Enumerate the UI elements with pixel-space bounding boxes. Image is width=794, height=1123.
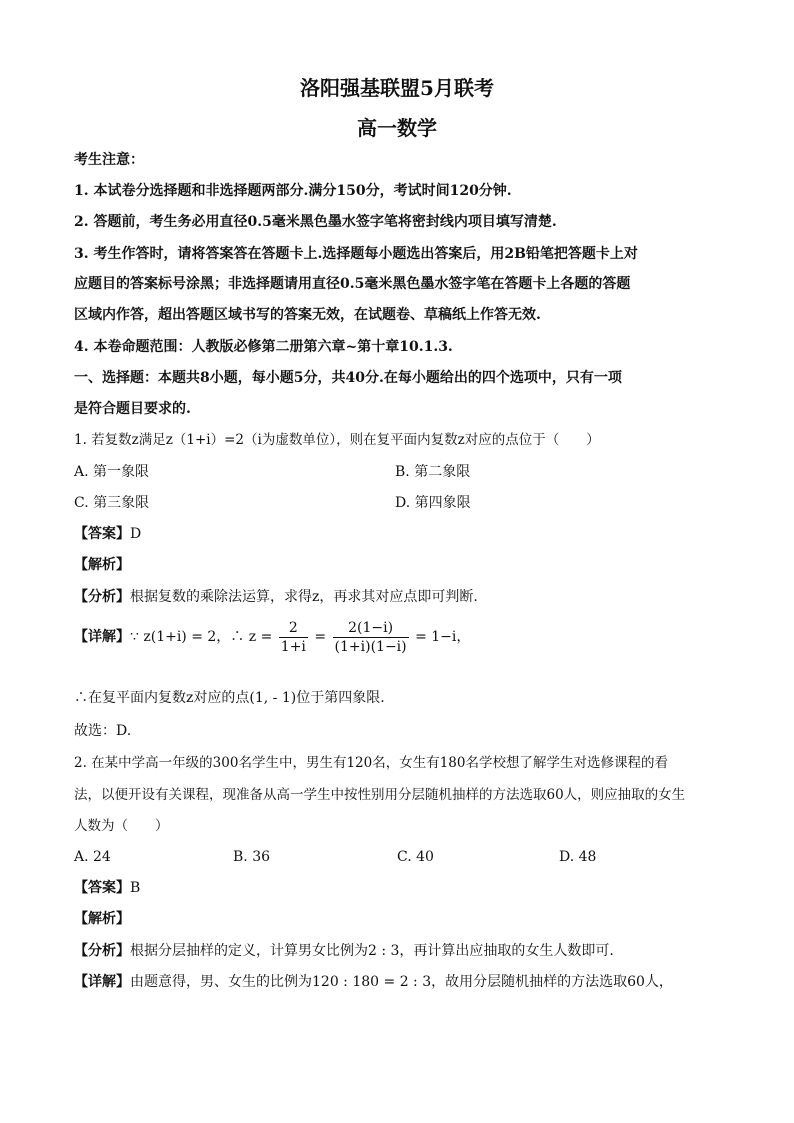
q1-fraction-2-den: (1+i)(1−i) xyxy=(334,638,407,655)
q1-detail-pre: ∵ z(1+i) = 2，∴ z = xyxy=(130,629,273,645)
q1-detail-label: 【详解】 xyxy=(74,629,130,645)
notice-item-1: 1. 本试卷分选择题和非选择题两部分.满分150分，考试时间120分钟. xyxy=(74,183,512,199)
q1-option-b: B. 第二象限 xyxy=(395,464,471,480)
q1-detail-post: = 1−i， xyxy=(415,629,471,645)
q2-option-d: D. 48 xyxy=(559,849,597,865)
exam-subject: 高一数学 xyxy=(357,116,437,140)
q1-analysis-label: 【解析】 xyxy=(74,557,130,573)
q1-fraction-2-num: 2(1−i) xyxy=(333,619,409,638)
q2-answer-label: 【答案】 xyxy=(74,880,130,896)
exam-title: 洛阳强基联盟5月联考 xyxy=(300,76,494,100)
q1-equals: = xyxy=(314,629,327,645)
q2-fenxi xyxy=(74,941,614,961)
q1-answer-label: 【答案】 xyxy=(74,526,130,542)
q2-stem-line3: 人数为（ ） xyxy=(74,818,169,834)
q1-fraction-1-den: 1+i xyxy=(280,638,306,655)
q2-option-b: B. 36 xyxy=(233,849,271,865)
q1-choose: 故选：D. xyxy=(74,723,132,739)
q1-fenxi-text: 根据复数的乘除法运算，求得z，再求其对应点即可判断. xyxy=(130,589,478,605)
notice-item-3-cont: 应题目的答案标号涂黑；非选择题请用直径0.5毫米黑色墨水签字笔在答题卡上各题的答题 xyxy=(74,276,631,292)
q1-fenxi xyxy=(74,587,478,607)
notice-item-2: 2. 答题前，考生务必用直径0.5毫米黑色墨水签字笔将密封线内项目填写清楚. xyxy=(74,214,557,230)
q1-conclusion: ∴在复平面内复数z对应的点(1, - 1)位于第四象限. xyxy=(74,690,385,706)
q1-detail xyxy=(74,616,470,658)
q1-option-c: C. 第三象限 xyxy=(74,495,150,511)
q2-analysis-label: 【解析】 xyxy=(74,911,130,927)
notice-item-3-cont2: 区域内作答，超出答题区域书写的答案无效，在试题卷、草稿纸上作答无效. xyxy=(74,307,541,323)
q2-detail xyxy=(74,972,673,992)
notice-item-4: 4. 本卷命题范围：人教版必修第二册第六章~第十章10.1.3. xyxy=(74,339,453,355)
q2-answer-value: B xyxy=(130,880,141,896)
section-heading: 一、选择题：本题共8小题，每小题5分，共40分.在每小题给出的四个选项中，只有一项 xyxy=(74,370,622,386)
notice-item-3: 3. 考生作答时，请将答案答在答题卡上.选择题每小题选出答案后，用2B铅笔把答题卡上对 xyxy=(74,246,638,262)
q1-option-a: A. 第一象限 xyxy=(74,464,150,480)
q2-option-a: A. 24 xyxy=(74,849,111,865)
q1-answer xyxy=(74,524,141,544)
notice-heading: 考生注意： xyxy=(74,152,144,168)
q1-fraction-1 xyxy=(279,619,308,656)
q2-stem-line1: 2. 在某中学高一年级的300名学生中，男生有120名，女生有180名学校想了解学生对选修课程的看 xyxy=(74,755,668,771)
q2-fenxi-label: 【分析】 xyxy=(74,943,130,959)
q1-option-d: D. 第四象限 xyxy=(395,495,471,511)
q1-fenxi-label: 【分析】 xyxy=(74,589,130,605)
q2-detail-label: 【详解】 xyxy=(74,974,130,990)
q2-answer xyxy=(74,878,140,898)
q2-option-c: C. 40 xyxy=(397,849,434,865)
q1-fraction-1-num: 2 xyxy=(279,619,308,638)
q1-fraction-2 xyxy=(333,619,409,656)
q1-answer-value: D xyxy=(130,526,142,542)
section-heading-cont: 是符合题目要求的. xyxy=(74,401,191,417)
q2-stem-line2: 法，以便开设有关课程，现准备从高一学生中按性别用分层随机抽样的方法选取60人，则应抽取的女生 xyxy=(74,787,686,803)
q2-fenxi-text: 根据分层抽样的定义，计算男女比例为2 : 3，再计算出应抽取的女生人数即可. xyxy=(130,943,614,959)
q2-detail-text: 由题意得，男、女生的比例为120 : 180 = 2 : 3，故用分层随机抽样的方法选取60人， xyxy=(130,974,673,990)
q1-stem: 1. 若复数z满足z（1+i）=2（i为虚数单位），则在复平面内复数z对应的点位于（ ） xyxy=(74,432,600,448)
